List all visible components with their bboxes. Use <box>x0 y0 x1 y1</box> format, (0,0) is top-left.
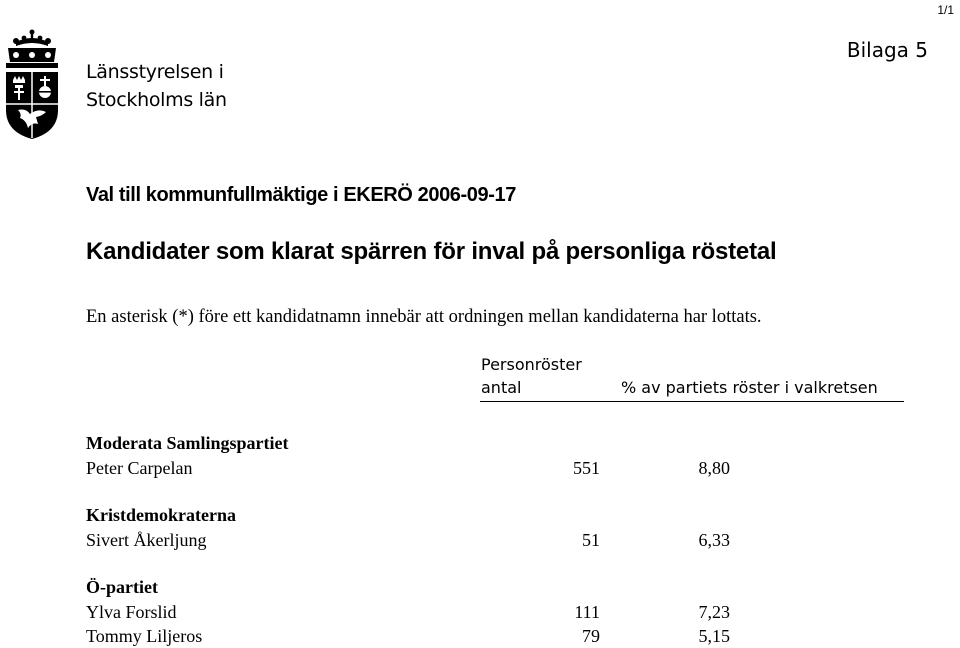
candidate-votes: 551 <box>573 458 600 478</box>
organization-name <box>86 58 227 114</box>
county-coat-of-arms-logo <box>2 28 62 140</box>
candidate-votes: 79 <box>582 626 600 646</box>
column-group-header: Personröster <box>481 355 582 374</box>
table-row <box>86 528 786 552</box>
candidate-name: Ylva Forslid <box>86 602 177 622</box>
lottery-note: En asterisk (*) före ett kandidatnamn innebär att ordningen mellan kandidaterna har lottats. <box>86 307 762 327</box>
section-heading: Kandidater som klarat spärren för inval på personliga röstetal <box>86 238 777 265</box>
candidate-percent: 8,80 <box>698 458 730 478</box>
results-table <box>86 431 786 648</box>
candidate-votes: 51 <box>582 530 600 550</box>
party-block <box>86 503 786 552</box>
election-title: Val till kommunfullmäktige i EKERÖ 2006-09-17 <box>86 184 516 206</box>
candidate-percent: 7,23 <box>698 602 730 622</box>
party-block <box>86 575 786 648</box>
party-name: Kristdemokraterna <box>86 505 236 525</box>
table-row <box>86 600 786 624</box>
candidate-percent: 6,33 <box>698 530 730 550</box>
header-underline <box>480 401 904 402</box>
candidate-name: Tommy Liljeros <box>86 626 203 646</box>
votes-column-header: antal <box>481 378 522 397</box>
appendix-label: Bilaga 5 <box>846 38 928 62</box>
candidate-votes: 111 <box>574 602 600 622</box>
party-block <box>86 431 786 480</box>
candidate-percent: 5,15 <box>698 626 730 646</box>
party-name: Ö-partiet <box>86 577 158 597</box>
organization-line-1: Länsstyrelsen i <box>86 61 224 83</box>
party-name: Moderata Samlingspartiet <box>86 433 289 453</box>
candidate-name: Peter Carpelan <box>86 458 193 478</box>
organization-line-2: Stockholms län <box>86 89 227 111</box>
table-row <box>86 624 786 648</box>
percent-column-header: % av partiets röster i valkretsen <box>621 378 878 397</box>
table-row <box>86 456 786 480</box>
page-number: 1/1 <box>937 3 954 17</box>
candidate-name: Sivert Åkerljung <box>86 530 207 550</box>
